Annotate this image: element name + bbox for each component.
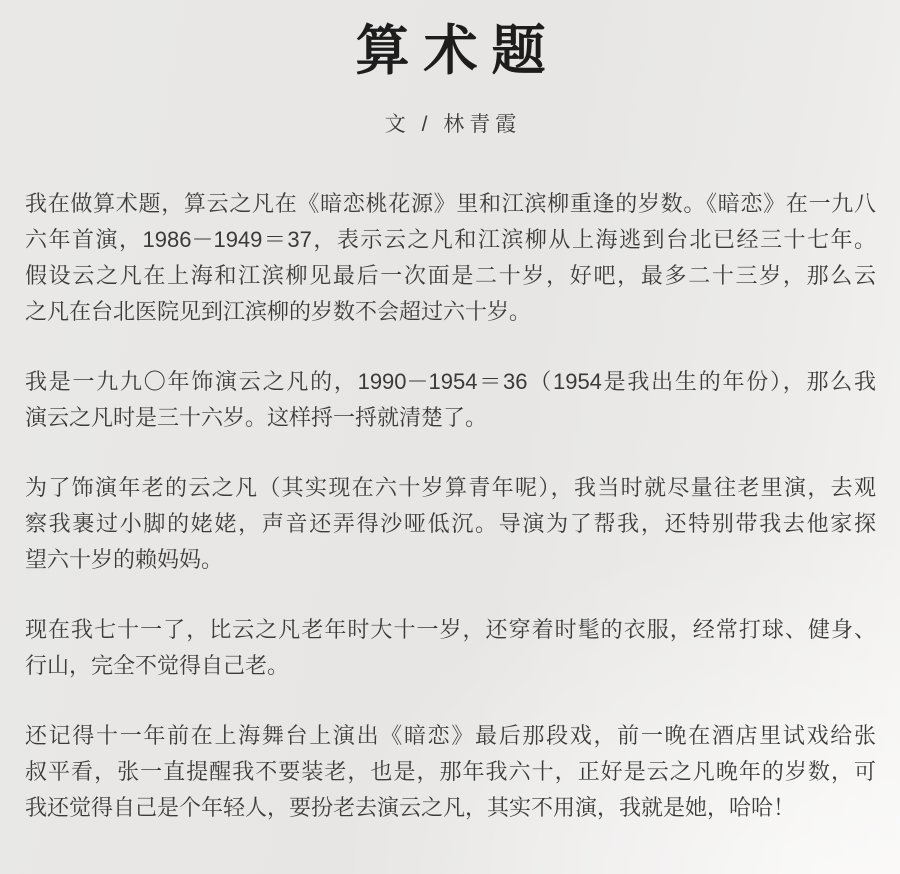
text-line: 叔平看，张一直提醒我不要装老，也是，那年我六十，正好是云之凡晚年的岁数，可	[25, 759, 876, 785]
text-line: 为了饰演年老的云之凡（其实现在六十岁算青年呢），我当时就尽量往老里演，去观	[25, 475, 876, 501]
text-line: 六年首演，1986－1949＝37，表示云之凡和江滨柳从上海逃到台北已经三十七年。	[25, 227, 876, 253]
paragraph	[25, 470, 876, 578]
text-line: 之凡在台北医院见到江滨柳的岁数不会超过六十岁。	[25, 299, 532, 325]
paragraph	[25, 612, 876, 684]
text-line: 假设云之凡在上海和江滨柳见最后一次面是二十岁，好吧，最多二十三岁，那么云	[25, 263, 876, 289]
article-body	[25, 186, 876, 826]
text-line: 现在我七十一了，比云之凡老年时大十一岁，还穿着时髦的衣服，经常打球、健身、	[25, 617, 876, 643]
text-line: 我在做算术题，算云之凡在《暗恋桃花源》里和江滨柳重逢的岁数。《暗恋》在一九八	[25, 191, 876, 217]
text-line: 察我裹过小脚的姥姥，声音还弄得沙哑低沉。导演为了帮我，还特别带我去他家探	[25, 511, 876, 537]
text-line: 望六十岁的赖妈妈。	[25, 547, 224, 573]
page-title: 算术题	[355, 21, 560, 81]
paragraph	[25, 718, 876, 826]
byline: 文 / 林青霞	[384, 113, 522, 137]
text-line: 演云之凡时是三十六岁。这样捋一捋就清楚了。	[25, 405, 488, 431]
text-line: 行山，完全不觉得自己老。	[25, 653, 290, 679]
text-line: 我是一九九〇年饰演云之凡的，1990－1954＝36（1954是我出生的年份），那么我	[25, 369, 876, 395]
text-line: 我还觉得自己是个年轻人，要扮老去演云之凡，其实不用演，我就是她，哈哈！	[25, 795, 796, 821]
paragraph	[25, 186, 876, 330]
text-line: 还记得十一年前在上海舞台上演出《暗恋》最后那段戏，前一晚在酒店里试戏给张	[25, 723, 876, 749]
paragraph	[25, 364, 876, 436]
